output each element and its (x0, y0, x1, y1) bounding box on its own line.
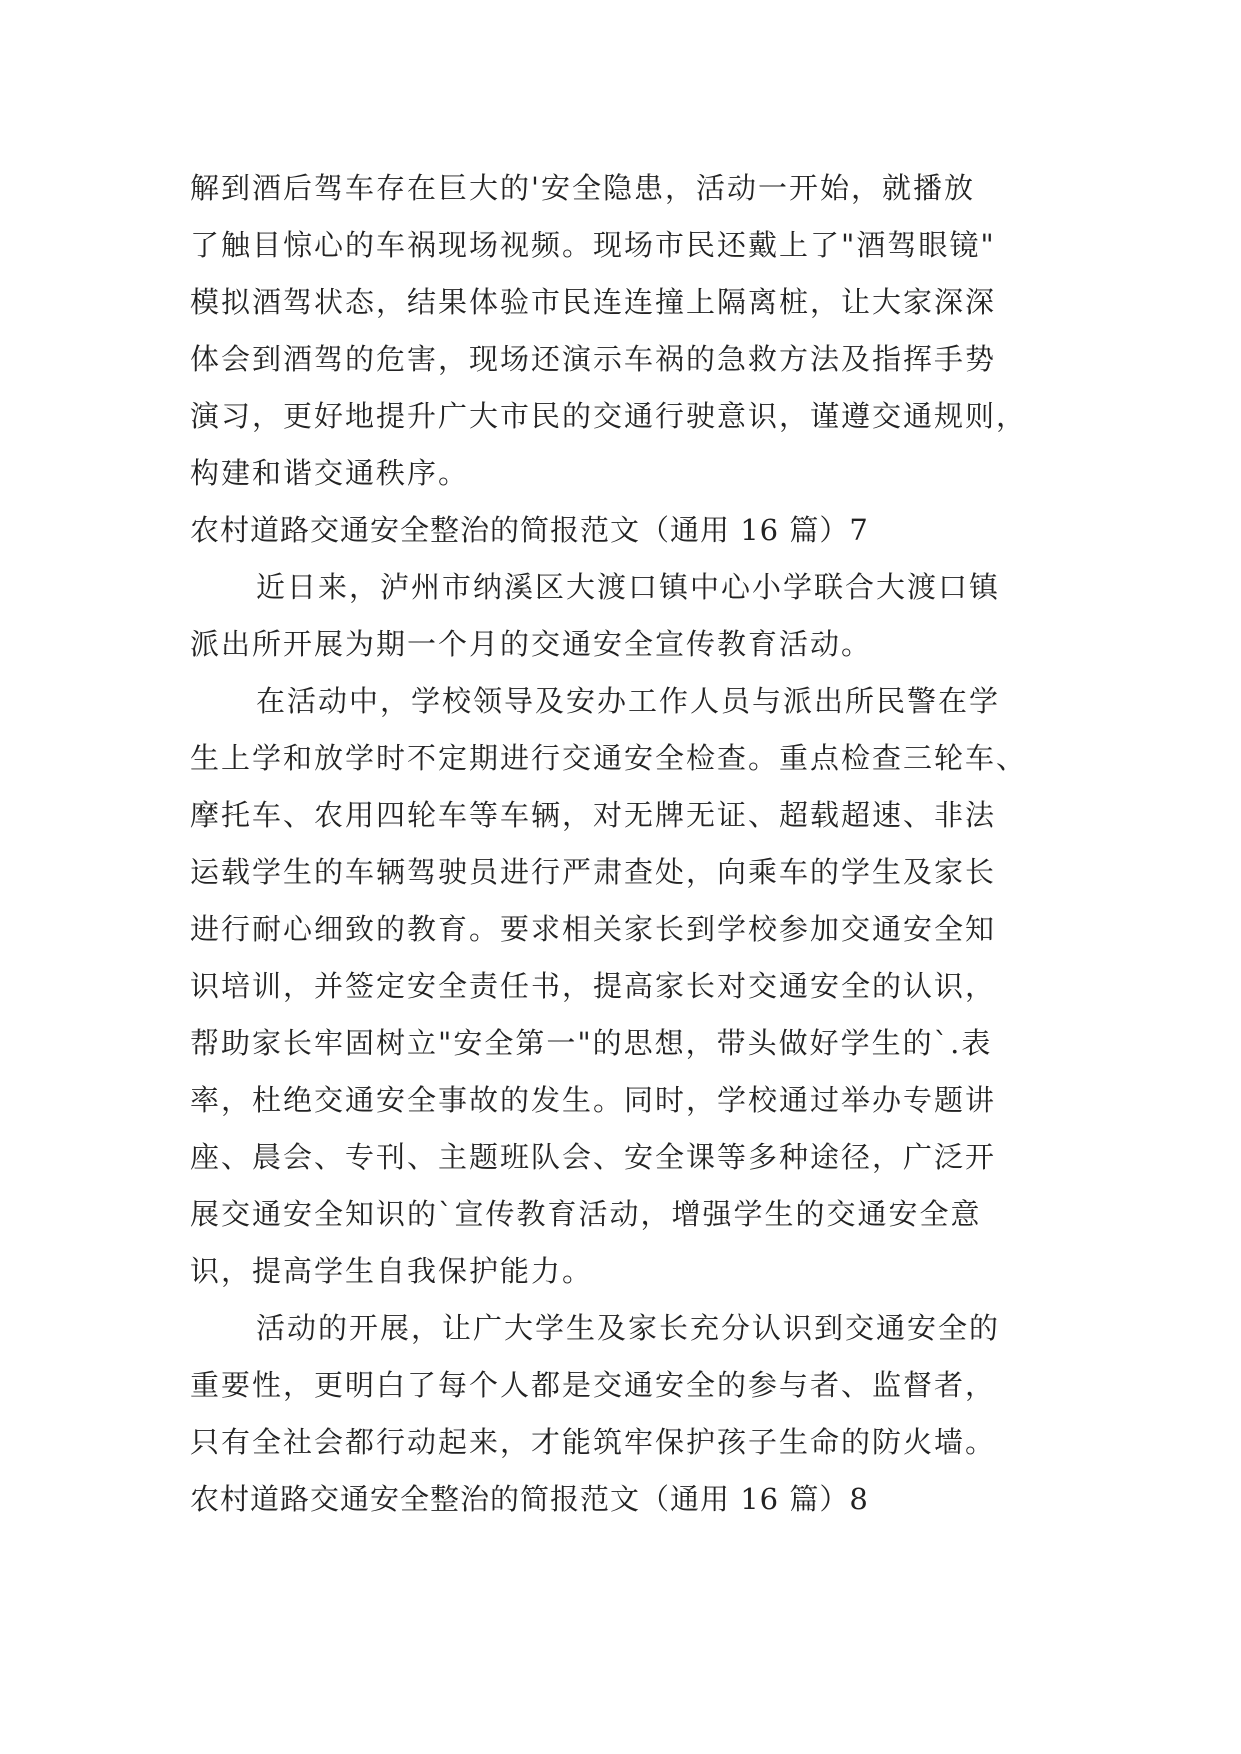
text-line: 近日来，泸州市纳溪区大渡口镇中心小学联合大渡口镇 (256, 570, 1001, 604)
text-line: 模拟酒驾状态，结果体验市民连连撞上隔离桩，让大家深深 (190, 285, 997, 319)
text-line: 体会到酒驾的危害，现场还演示车祸的急救方法及指挥手势 (190, 342, 997, 376)
text-line: 展交通安全知识的`宣传教育活动，增强学生的交通安全意 (190, 1197, 982, 1231)
paragraph (190, 1300, 1070, 1471)
text-line: 摩托车、农用四轮车等车辆，对无牌无证、超载超速、非法 (190, 798, 997, 832)
text-line: 演习，更好地提升广大市民的交通行驶意识，谨遵交通规则， (190, 399, 1028, 433)
text-line: 派出所开展为期一个月的交通安全宣传教育活动。 (190, 627, 873, 661)
section-heading: 农村道路交通安全整治的简报范文（通用 16 篇）7 (190, 513, 869, 547)
text-line: 了触目惊心的车祸现场视频。现场市民还戴上了"酒驾眼镜" (190, 228, 996, 262)
text-line: 生上学和放学时不定期进行交通安全检查。重点检查三轮车、 (190, 741, 1028, 775)
text-line: 座、晨会、专刊、主题班队会、安全课等多种途径，广泛开 (190, 1140, 997, 1174)
text-line: 活动的开展，让广大学生及家长充分认识到交通安全的 (256, 1311, 1001, 1345)
section-heading: 农村道路交通安全整治的简报范文（通用 16 篇）8 (190, 1482, 869, 1516)
text-line: 运载学生的车辆驾驶员进行严肃查处，向乘车的学生及家长 (190, 855, 997, 889)
text-line: 只有全社会都行动起来，才能筑牢保护孩子生命的防火墙。 (190, 1425, 997, 1459)
paragraph (190, 673, 1070, 1300)
text-line: 识培训，并签定安全责任书，提高家长对交通安全的认识， (190, 969, 997, 1003)
text-line: 识，提高学生自我保护能力。 (190, 1254, 594, 1288)
text-line: 帮助家长牢固树立"安全第一"的思想，带头做好学生的`.表 (190, 1026, 993, 1060)
paragraph (190, 559, 1070, 673)
document-body (190, 160, 1070, 1528)
text-line: 率，杜绝交通安全事故的发生。同时，学校通过举办专题讲 (190, 1083, 997, 1117)
text-line: 解到酒后驾车存在巨大的'安全隐患，活动一开始，就播放 (190, 171, 975, 205)
text-line: 进行耐心细致的教育。要求相关家长到学校参加交通安全知 (190, 912, 997, 946)
paragraph (190, 160, 1070, 502)
text-line: 在活动中，学校领导及安办工作人员与派出所民警在学 (256, 684, 1001, 718)
text-line: 构建和谐交通秩序。 (190, 456, 470, 490)
text-line: 重要性，更明白了每个人都是交通安全的参与者、监督者， (190, 1368, 997, 1402)
